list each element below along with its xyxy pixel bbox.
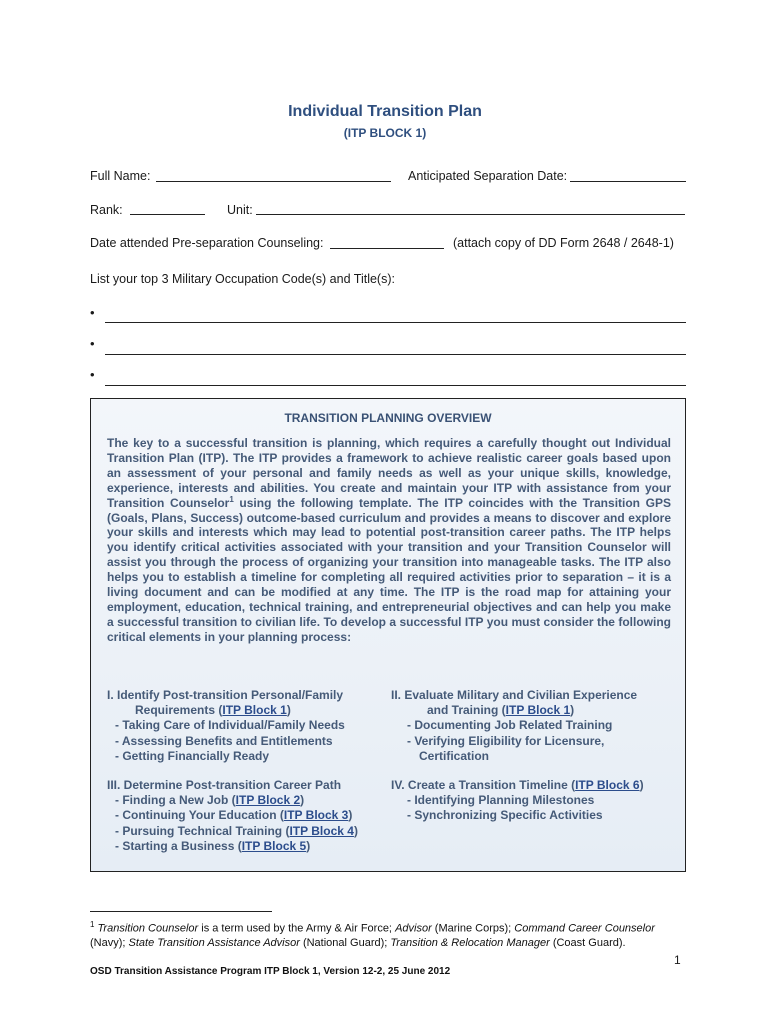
itp-block-4-link[interactable]: ITP Block 4 xyxy=(289,823,354,838)
separation-date-field[interactable] xyxy=(570,181,686,182)
text: ) xyxy=(639,778,644,792)
text: - Starting a Business ( xyxy=(115,838,242,853)
list-item: - Identifying Planning Milestones xyxy=(407,793,595,808)
itp-block-6-link[interactable]: ITP Block 6 xyxy=(575,778,640,792)
full-name-field[interactable] xyxy=(156,181,391,182)
overview-heading: TRANSITION PLANNING OVERVIEW xyxy=(284,411,492,425)
counseling-date-label: Date attended Pre-separation Counseling: xyxy=(90,236,324,250)
section-title-line2 xyxy=(107,703,345,718)
overview-text-2: using the following template. The ITP coincides with the Transition GPS (Goals, Plans, Success) outcome-based curriculum and provides a means to discover and explore your skills and interests which may lead to potential post-transition career paths. The ITP helps you identify critical activities associated with your transition and your Transition Counselor will assist you through the process of organizing your transition into manageable tasks. The ITP also helps you to establish a timeline for completing all required activities prior to separation – it is a living document and can be modified at any time. The ITP is the road map for attaining your employment, education, technical training, and entrepreneurial objectives and can help you make a successful transition to civilian life. To develop a successful ITP you must consider the following critical elements in your planning process: xyxy=(107,495,671,644)
list-item: - Documenting Job Related Training xyxy=(407,718,613,733)
text: ) xyxy=(570,703,575,718)
text: - Finding a New Job ( xyxy=(115,793,236,808)
counseling-note: (attach copy of DD Form 2648 / 2648-1) xyxy=(453,236,674,250)
text: (Coast Guard). xyxy=(549,937,626,950)
bullet-icon: • xyxy=(90,336,95,351)
text: Transition Counselor xyxy=(97,922,199,935)
itp-block-1-link[interactable]: ITP Block 1 xyxy=(222,703,287,718)
section-evaluate-experience xyxy=(391,688,637,764)
footnote-divider xyxy=(90,911,272,912)
bullet-icon: • xyxy=(90,305,95,320)
list-item xyxy=(107,793,358,808)
overview-paragraph xyxy=(107,436,671,645)
itp-block-2-link[interactable]: ITP Block 2 xyxy=(235,793,301,808)
text: - Pursuing Technical Training ( xyxy=(115,823,290,838)
text: IV. Create a Transition Timeline ( xyxy=(391,778,576,792)
bullet-icon: • xyxy=(90,367,95,382)
list-item: - Getting Financially Ready xyxy=(115,748,270,763)
moc-field-3[interactable] xyxy=(105,385,686,386)
text: and Training ( xyxy=(427,703,506,718)
section-title: II. Evaluate Military and Civilian Experience xyxy=(391,688,638,702)
rank-field[interactable] xyxy=(130,214,205,215)
text: State Transition Assistance Advisor xyxy=(128,937,300,950)
moc-field-1[interactable] xyxy=(105,322,686,323)
list-item xyxy=(107,808,358,823)
footnote-number: 1 xyxy=(90,920,95,929)
rank-label: Rank: xyxy=(90,203,123,217)
text: ) xyxy=(353,823,358,838)
text: Transition & Relocation Manager xyxy=(390,937,550,950)
itp-block-5-link[interactable]: ITP Block 5 xyxy=(241,838,307,853)
section-timeline xyxy=(391,778,644,824)
list-item: - Assessing Benefits and Entitlements xyxy=(115,733,333,748)
page-title: Individual Transition Plan xyxy=(288,103,482,120)
section-title: I. Identify Post-transition Personal/Family xyxy=(107,688,344,702)
overview-text-1: The key to a successful transition is planning, which requires a carefully thought out Individual Transition Plan (ITP). The ITP provides a framework to achieve realistic career goals based upon an assessment of your personal and family needs as well as your unique skills, knowledge, experience, interests and abilities. You create and maintain your ITP with assistance from your Transition Counselor xyxy=(107,436,671,510)
separation-date-label: Anticipated Separation Date: xyxy=(408,169,568,183)
unit-label: Unit: xyxy=(227,203,253,217)
text: - Continuing Your Education ( xyxy=(115,808,284,823)
text: Command Career Counselor xyxy=(514,922,655,935)
moc-label: List your top 3 Military Occupation Code(s) and Title(s): xyxy=(90,272,395,286)
counseling-date-field[interactable] xyxy=(330,248,444,249)
page-subtitle: (ITP BLOCK 1) xyxy=(343,126,427,140)
text: (National Guard); xyxy=(299,937,391,950)
footnote-marker: 1 xyxy=(229,494,234,504)
text: ) xyxy=(286,703,291,718)
list-item xyxy=(107,824,358,839)
section-title xyxy=(391,778,644,793)
text: ) xyxy=(348,808,353,823)
section-identify-requirements xyxy=(107,688,345,764)
transition-overview-box xyxy=(90,398,686,872)
list-item xyxy=(107,839,358,854)
text: Advisor xyxy=(395,922,432,935)
page-footer: OSD Transition Assistance Program ITP Block 1, Version 12-2, 25 June 2012 xyxy=(90,966,451,977)
text: Requirements ( xyxy=(135,703,223,718)
section-title: III. Determine Post-transition Career Path xyxy=(107,778,342,792)
full-name-label: Full Name: xyxy=(90,169,151,183)
itp-block-1-link[interactable]: ITP Block 1 xyxy=(505,703,571,718)
section-title-line2 xyxy=(391,703,637,718)
footnote xyxy=(90,918,690,951)
text: (Navy); xyxy=(90,937,129,950)
itp-block-3-link[interactable]: ITP Block 3 xyxy=(283,808,349,823)
list-item: - Synchronizing Specific Activities xyxy=(407,808,603,823)
list-item: Certification xyxy=(419,748,490,763)
text: (Marine Corps); xyxy=(431,922,515,935)
moc-field-2[interactable] xyxy=(105,354,686,355)
unit-field[interactable] xyxy=(256,214,685,215)
text: ) xyxy=(300,793,305,808)
text: ) xyxy=(306,838,311,853)
section-career-path xyxy=(107,778,358,854)
list-item: - Taking Care of Individual/Family Needs xyxy=(115,718,345,733)
list-item: - Verifying Eligibility for Licensure, xyxy=(407,733,605,748)
text: is a term used by the Army & Air Force; xyxy=(198,922,396,935)
page-number: 1 xyxy=(674,953,681,967)
